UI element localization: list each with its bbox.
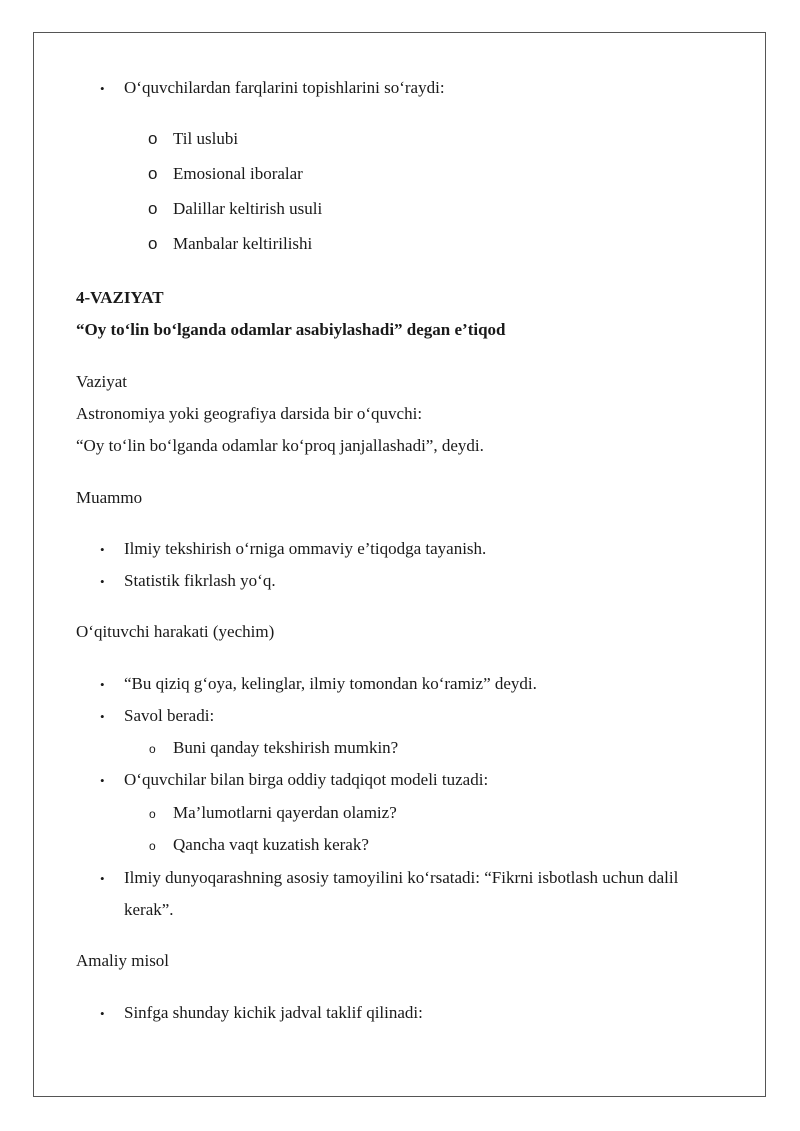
intro-subitem: Manbalar keltirilishi — [173, 234, 313, 253]
sub-bullet-icon: o — [148, 199, 158, 218]
amaliy-item: Sinfga shunday kichik jadval taklif qilinadi: — [124, 1003, 423, 1022]
bullet-icon: • — [100, 1006, 105, 1021]
intro-subitem: Til uslubi — [173, 129, 239, 148]
muammo-item: Statistik fikrlash yo‘q. — [124, 571, 276, 590]
harakat-item: Savol beradi: — [124, 706, 215, 725]
bullet-icon: • — [100, 773, 105, 788]
amaliy-label: Amaliy misol — [76, 951, 170, 970]
harakat-subitem: Buni qanday tekshirish mumkin? — [173, 738, 399, 757]
sub-bullet-icon: o — [149, 839, 156, 853]
vaziyat-line: “Oy to‘lin bo‘lganda odamlar ko‘proq janjallashadi”, deydi. — [76, 436, 484, 455]
bullet-icon: • — [100, 542, 105, 557]
sub-bullet-icon: o — [148, 164, 158, 183]
sub-bullet-icon: o — [148, 129, 158, 148]
bullet-icon: • — [100, 677, 105, 692]
sub-bullet-icon: o — [149, 807, 156, 821]
section-subtitle: “Oy to‘lin bo‘lganda odamlar asabiylashadi” degan e’tiqod — [76, 320, 506, 339]
intro-bullet-text: O‘quvchilardan farqlarini topishlarini so‘raydi: — [124, 78, 445, 97]
intro-subitem: Emosional iboralar — [173, 164, 303, 183]
harakat-item: Ilmiy dunyoqarashning asosiy tamoyilini ko‘rsatadi: “Fikrni isbotlash uchun dalil — [124, 868, 679, 887]
harakat-subitem: Qancha vaqt kuzatish kerak? — [173, 835, 369, 854]
harakat-item: O‘quvchilar bilan birga oddiy tadqiqot modeli tuzadi: — [124, 770, 489, 789]
harakat-item: “Bu qiziq g‘oya, kelinglar, ilmiy tomondan ko‘ramiz” deydi. — [124, 674, 537, 693]
harakat-item-continuation: kerak”. — [124, 900, 174, 919]
sub-bullet-icon: o — [149, 742, 156, 756]
bullet-icon: • — [100, 81, 105, 96]
intro-subitem: Dalillar keltirish usuli — [173, 199, 323, 218]
page-frame — [33, 32, 766, 1097]
muammo-label: Muammo — [76, 488, 143, 507]
vaziyat-label: Vaziyat — [76, 372, 127, 391]
bullet-icon: • — [100, 871, 105, 886]
muammo-item: Ilmiy tekshirish o‘rniga ommaviy e’tiqodga tayanish. — [124, 539, 487, 558]
bullet-icon: • — [100, 574, 105, 589]
harakat-subitem: Ma’lumotlarni qayerdan olamiz? — [173, 803, 397, 822]
sub-bullet-icon: o — [148, 234, 158, 253]
harakat-label: O‘qituvchi harakati (yechim) — [76, 622, 275, 641]
section-heading: 4-VAZIYAT — [76, 288, 164, 307]
bullet-icon: • — [100, 709, 105, 724]
vaziyat-line: Astronomiya yoki geografiya darsida bir o‘quvchi: — [76, 404, 423, 423]
